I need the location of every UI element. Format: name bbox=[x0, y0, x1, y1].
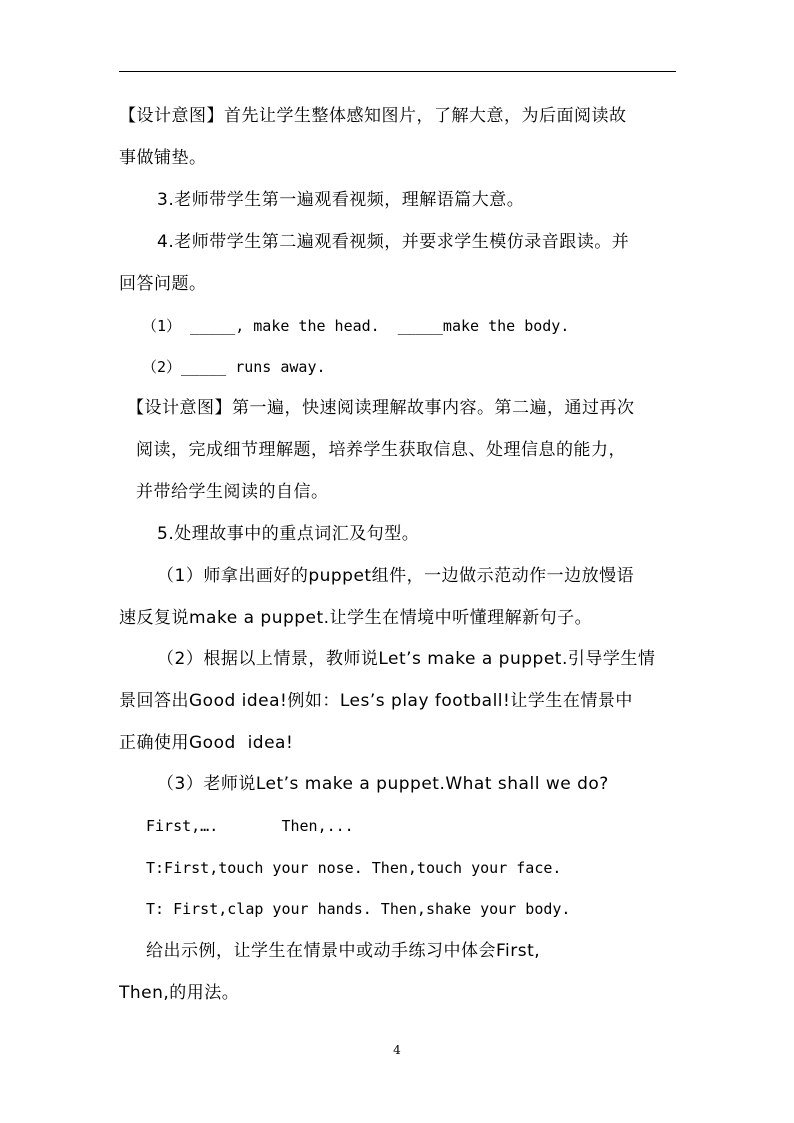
step-3-line: 3.老师带学生第一遍观看视频，理解语篇大意。 bbox=[157, 190, 525, 210]
example-dialog-2: T: First,clap your hands. Then,shake your body. bbox=[146, 900, 571, 918]
page-number: 4 bbox=[393, 1043, 401, 1057]
summary-line-2: Then,的用法。 bbox=[119, 983, 240, 1003]
item-2-line-2: 景回答出Good idea!例如：Les’s play football!让学生在情景中 bbox=[119, 691, 633, 711]
first-then-pattern: First,…. Then,... bbox=[146, 817, 354, 835]
question-2: （2）_____ runs away. bbox=[142, 358, 326, 376]
design-intent-line-1: 【设计意图】首先让学生整体感知图片，了解大意，为后面阅读故 bbox=[119, 106, 627, 126]
item-2-line-3: 正确使用Good idea! bbox=[119, 733, 294, 753]
design-intent-line-2: 事做铺垫。 bbox=[119, 148, 207, 168]
step-5-line: 5.处理故事中的重点词汇及句型。 bbox=[157, 524, 420, 544]
design-intent-2-line-2: 阅读，完成细节理解题，培养学生获取信息、处理信息的能力， bbox=[136, 440, 626, 460]
item-3-line: （3）老师说Let’s make a puppet.What shall we do? bbox=[157, 774, 609, 794]
item-1-line-1: （1）师拿出画好的puppet组件，一边做示范动作一边放慢语 bbox=[157, 566, 635, 586]
design-intent-2-line-3: 并带给学生阅读的自信。 bbox=[136, 482, 329, 502]
item-1-line-2: 速反复说make a puppet.让学生在情境中听懂理解新句子。 bbox=[119, 608, 593, 628]
item-2-line-1: （2）根据以上情景，教师说Let’s make a puppet.引导学生情 bbox=[157, 649, 656, 669]
step-4-line-1: 4.老师带学生第二遍观看视频，并要求学生模仿录音跟读。并 bbox=[157, 232, 630, 252]
header-rule bbox=[119, 71, 676, 72]
design-intent-2-line-1: 【设计意图】第一遍，快速阅读理解故事内容。第二遍，通过再次 bbox=[127, 398, 635, 418]
question-1: （1） _____, make the head. _____make the body. bbox=[142, 317, 570, 335]
step-4-line-2: 回答问题。 bbox=[119, 274, 207, 294]
summary-line-1: 给出示例，让学生在情景中或动手练习中体会First, bbox=[146, 941, 541, 961]
example-dialog-1: T:First,touch your nose. Then,touch your face. bbox=[146, 859, 562, 877]
